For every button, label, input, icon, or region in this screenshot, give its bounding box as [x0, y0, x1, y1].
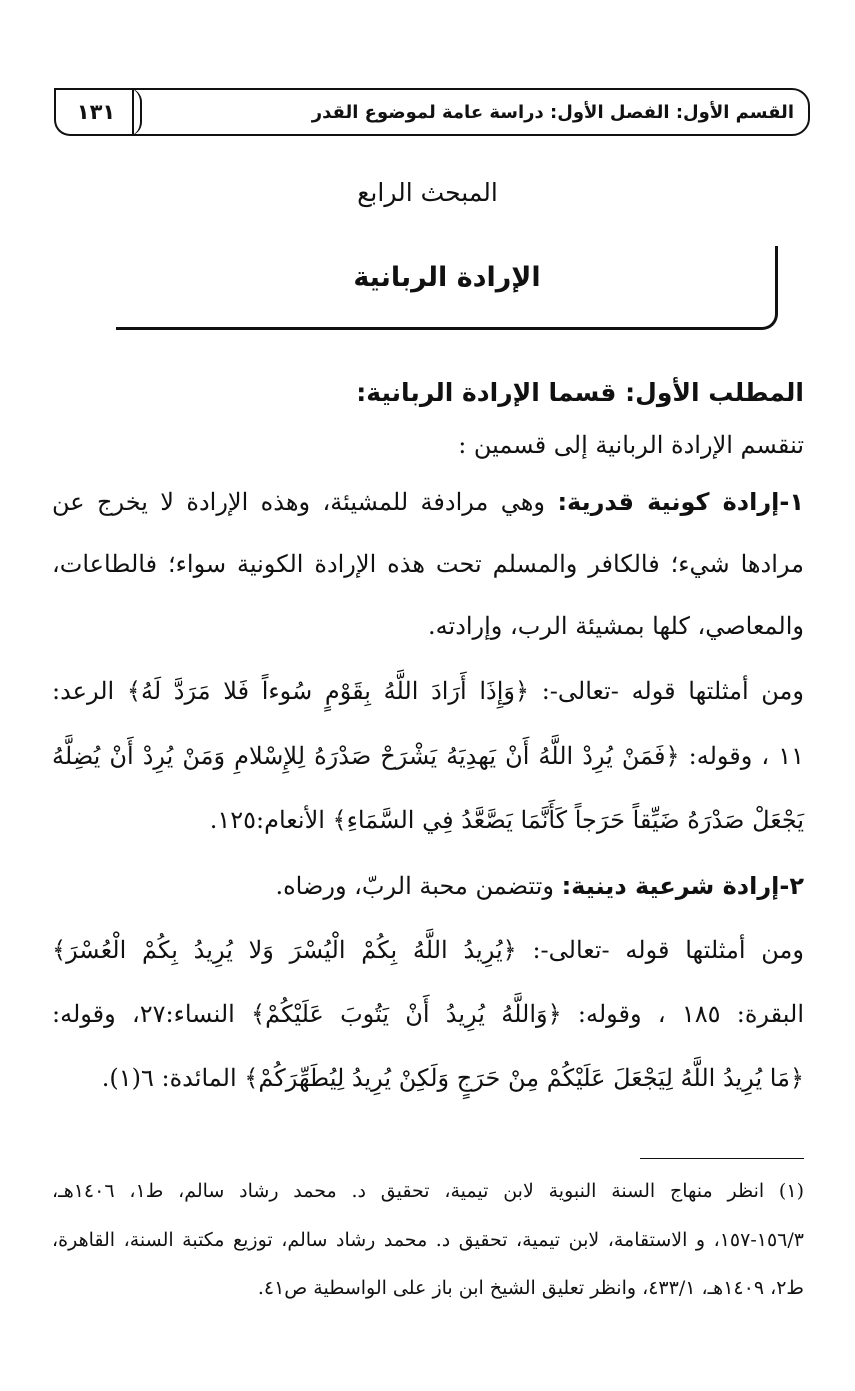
running-header-text: القسم الأول: الفصل الأول: دراسة عامة لموضوع القدر [311, 101, 794, 123]
p1-line3: والمعاصي، كلها بمشيئة الرب، وإرادته. [428, 612, 804, 640]
footnote-line2: ١٥٦/٣-١٥٧، و الاستقامة، لابن تيمية، تحقيق د. محمد رشاد سالم، توزيع مكتبة السنة، القاهرة، [52, 1229, 804, 1251]
p1-line1 [52, 488, 804, 517]
footnote-separator [640, 1158, 804, 1159]
p1-term: ١-إرادة كونية قدرية: [557, 488, 805, 516]
p4-line2: البقرة: ١٨٥ ، وقوله: ﴿وَاللَّهُ يُرِيدُ أَنْ يَتُوبَ عَلَيْكُمْ﴾ النساء:٢٧، وقوله: [52, 1000, 805, 1028]
page-number-box [54, 88, 136, 136]
p1-line1-text: وهي مرادفة للمشيئة، وهذه الإرادة لا يخرج عن [52, 488, 546, 516]
p1-line2: مرادها شيء؛ فالكافر والمسلم تحت هذه الإرادة الكونية سواء؛ فالطاعات، [52, 550, 804, 578]
p2-line2: ١١ ، وقوله: ﴿فَمَنْ يُرِدْ اللَّهُ أَنْ يَهدِيَهُ يَشْرَحْ صَدْرَهُ لِلإِسْلامِ وَمَنْ يُرِدْ أَنْ يُضِلَّهُ [52, 742, 804, 770]
running-header-title [132, 88, 810, 136]
footnote-line3: ط٢، ١٤٠٩هـ، ٤٣٣/١، وانظر تعليق الشيخ ابن باز على الواسطية ص٤١. [257, 1277, 804, 1299]
page-number: ١٣١ [76, 100, 116, 124]
p2-line1: ومن أمثلتها قوله -تعالى-: ﴿وَإِذَا أَرَادَ اللَّهُ بِقَوْمٍ سُوءاً فَلا مَرَدَّ لَهُ﴾ الرعد: [52, 677, 804, 705]
p4-line3: ﴿مَا يُرِيدُ اللَّهُ لِيَجْعَلَ عَلَيْكُمْ مِنْ حَرَجٍ وَلَكِنْ يُرِيدُ لِيُطَهِّرَكُمْ﴾ المائدة: ٦(١). [101, 1064, 804, 1092]
p3-text: وتتضمن محبة الربّ، ورضاه. [275, 872, 554, 900]
footnote-line1: (١) انظر منهاج السنة النبوية لابن تيمية، تحقيق د. محمد رشاد سالم، ط١، ١٤٠٦هـ، [52, 1180, 804, 1202]
p2-line3: يَجْعَلْ صَدْرَهُ ضَيِّقاً حَرَجاً كَأَنَّمَا يَصَّعَّدُ فِي السَّمَاءِ﴾ الأنعام:١٢٥. [209, 806, 804, 834]
section-label: المبحث الرابع [357, 178, 498, 207]
p3-term: ٢-إرادة شرعية دينية: [561, 872, 804, 900]
intro-line: تنقسم الإرادة الربانية إلى قسمين : [458, 431, 804, 459]
page-title: الإرادة الربانية [353, 262, 541, 293]
p3-line [52, 872, 804, 901]
p4-line1: ومن أمثلتها قوله -تعالى-: ﴿يُرِيدُ اللَّهُ بِكُمْ الْيُسْرَ وَلا يُرِيدُ بِكُمْ الْعُسْرَ﴾ [52, 936, 804, 964]
subheading: المطلب الأول: قسما الإرادة الربانية: [356, 378, 804, 407]
